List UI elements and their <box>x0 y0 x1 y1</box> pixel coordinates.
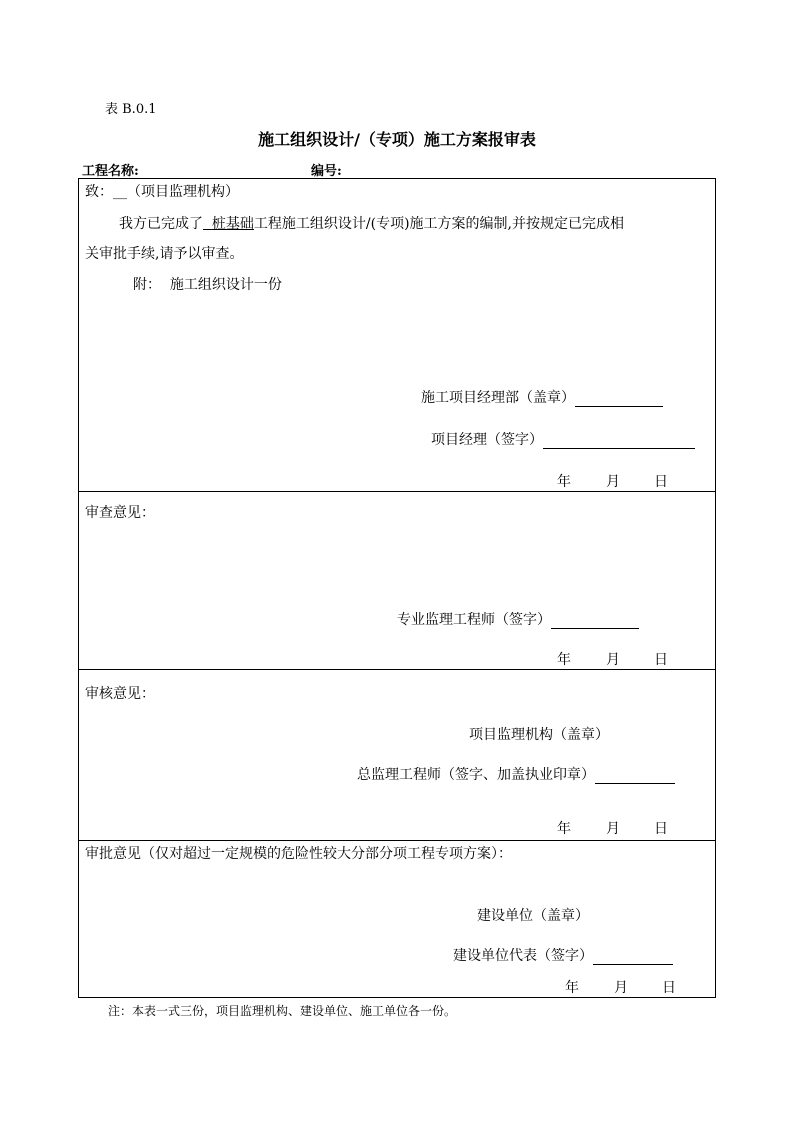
form-frame <box>78 178 716 998</box>
project-type: 桩基础 <box>211 216 254 232</box>
approval-section <box>79 841 715 997</box>
body-line-2: 关审批手续,请予以审查。 <box>85 246 244 262</box>
supervision-org-stamp: 项目监理机构（盖章） <box>469 727 609 743</box>
form-title: 施工组织设计/（专项）施工方案报审表 <box>258 130 536 149</box>
date-year-2: 年 <box>557 652 571 668</box>
review-label: 审查意见： <box>85 505 155 521</box>
date-month-4: 月 <box>614 980 628 996</box>
date-day-3: 日 <box>654 821 668 837</box>
body-prefix: 我方已完成了 <box>119 216 203 232</box>
date-day-2: 日 <box>654 652 668 668</box>
chief-sign-line[interactable] <box>595 769 675 784</box>
contractor-dept-stamp <box>421 387 663 407</box>
number-label: 编号: <box>311 164 342 179</box>
manager-sign-line[interactable] <box>543 434 695 449</box>
date-year-4: 年 <box>565 980 579 996</box>
manager-label: 项目经理（签字） <box>431 432 543 448</box>
body-rest: 工程施工组织设计/(专项)施工方案的编制,并按规定已完成相 <box>253 216 624 232</box>
specialist-signature <box>397 609 639 629</box>
dept-label: 施工项目经理部（盖章） <box>421 390 575 406</box>
attach-label: 附： <box>133 277 161 293</box>
date-month-2: 月 <box>606 652 620 668</box>
date-month-1: 月 <box>606 474 620 490</box>
owner-rep-sign-line[interactable] <box>593 950 673 965</box>
owner-rep-label: 建设单位代表（签字） <box>453 948 593 964</box>
review-section <box>79 492 715 670</box>
specialist-sign-line[interactable] <box>551 614 639 629</box>
date-day-4: 日 <box>662 980 676 996</box>
chief-label: 总监理工程师（签字、加盖执业印章） <box>357 767 595 783</box>
owner-rep-signature <box>453 945 673 965</box>
audit-label: 审核意见： <box>85 686 155 702</box>
submission-section <box>79 179 715 492</box>
date-year-3: 年 <box>557 821 571 837</box>
owner-unit-stamp: 建设单位（盖章） <box>477 908 589 924</box>
date-year-1: 年 <box>557 474 571 490</box>
footnote: 注：本表一式三份，项目监理机构、建设单位、施工单位各一份。 <box>108 1004 457 1018</box>
approval-label: 审批意见（仅对超过一定规模的危险性较大分部分项工程专项方案）： <box>85 846 512 862</box>
chief-engineer-signature <box>357 764 675 784</box>
table-number: 表 B.0.1 <box>105 102 157 117</box>
body-line-1 <box>119 213 624 233</box>
manager-signature <box>431 429 695 449</box>
attach-text: 施工组织设计一份 <box>169 277 282 293</box>
specialist-label: 专业监理工程师（签字） <box>397 612 551 628</box>
audit-section <box>79 670 715 841</box>
date-day-1: 日 <box>654 474 668 490</box>
to-blank: __ <box>113 184 127 200</box>
project-name-label: 工程名称: <box>82 164 139 179</box>
dept-stamp-line[interactable] <box>575 392 663 407</box>
to-org: （项目监理机构） <box>127 184 239 200</box>
addressee-line <box>85 181 239 201</box>
attachment-line <box>133 274 282 294</box>
date-month-3: 月 <box>606 821 620 837</box>
to-label: 致： <box>85 184 113 200</box>
